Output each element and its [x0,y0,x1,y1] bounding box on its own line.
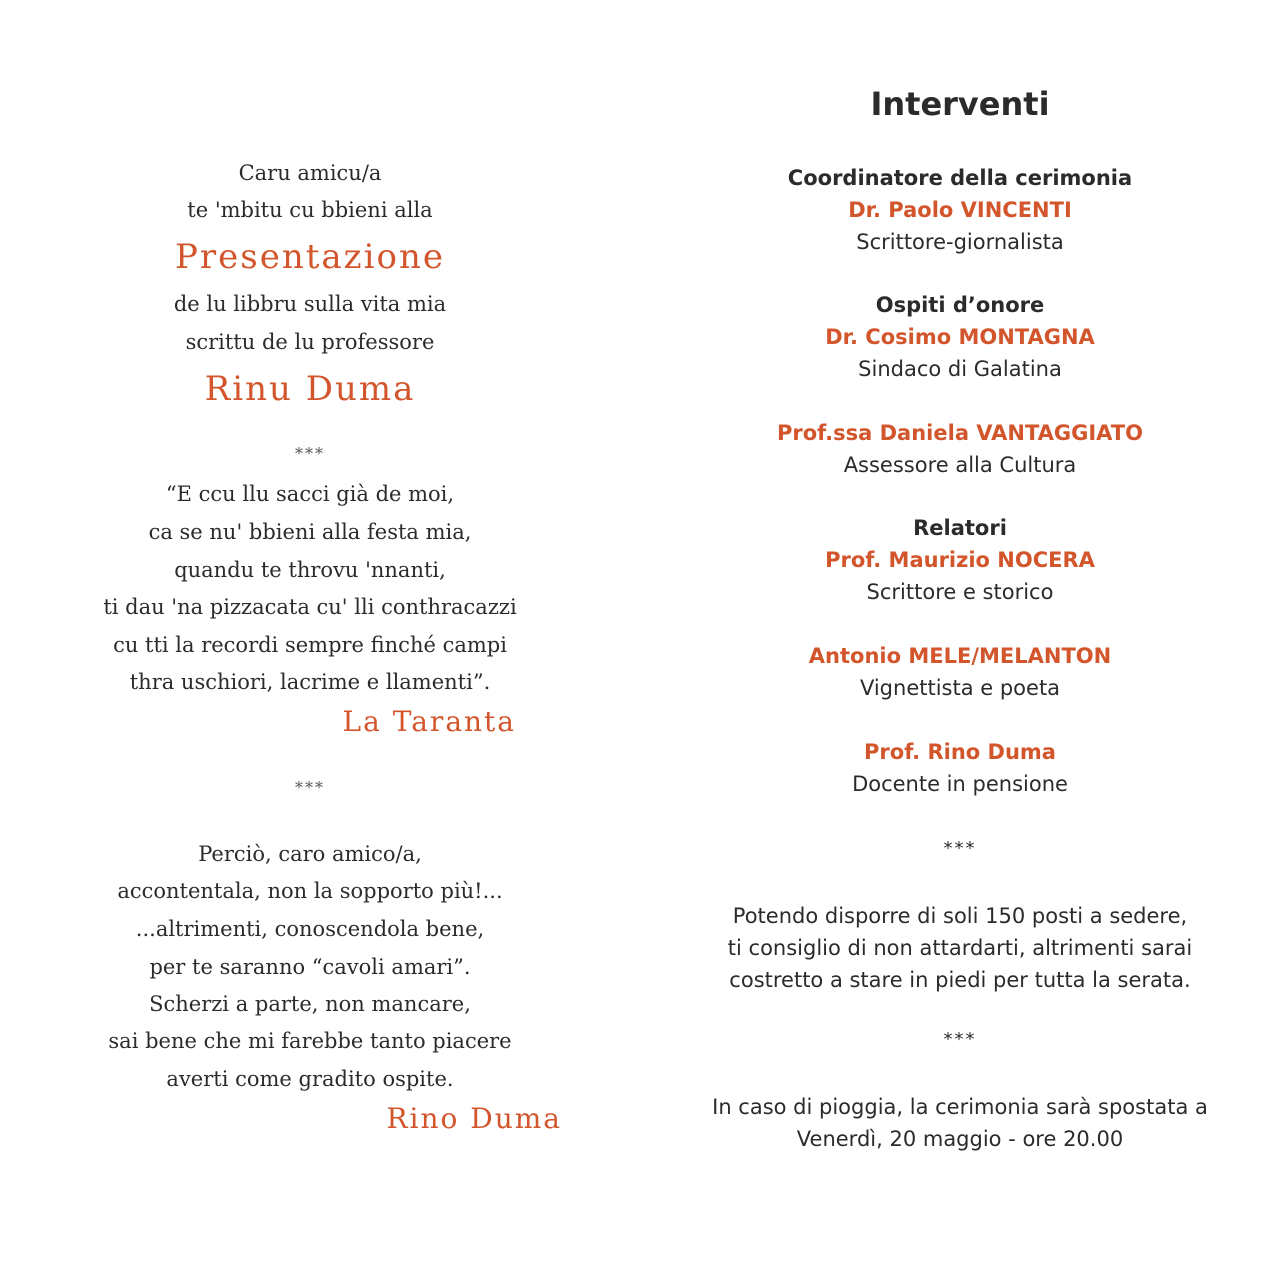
quote-line: ti dau 'na pizzacata cu' lli conthracazzi [103,595,517,619]
rain-note-line: In caso di pioggia, la cerimonia sarà spostata a [712,1095,1208,1119]
role-heading: Ospiti d’onore [875,293,1045,317]
person-desc: Assessore alla Cultura [843,453,1077,477]
rain-note-line: Venerdì, 20 maggio - ore 20.00 [796,1127,1124,1151]
quote-line: “E ccu llu sacci già de moi, [165,482,455,506]
greeting-line: te 'mbitu cu bbieni alla [187,198,433,222]
greeting-line: Caru amicu/a [238,161,382,185]
seating-note-line: costretto a stare in piedi per tutta la serata. [729,968,1191,992]
closing-line: accontentala, non la sopporto più!... [117,879,503,903]
separator: *** [943,838,977,859]
closing-line: ...altrimenti, conoscendola bene, [135,917,485,941]
separator: *** [295,444,325,463]
person-name: Prof. Maurizio NOCERA [825,548,1095,572]
intro-line: scrittu de lu professore [185,330,435,354]
quote-line: ca se nu' bbieni alla festa mia, [148,520,472,544]
seating-note-line: ti consiglio di non attardarti, altrimenti sarai [727,936,1193,960]
separator: *** [943,1029,977,1050]
quote-line: cu tti la recordi sempre finché campi [113,633,507,657]
speakers-program [700,0,1220,1270]
person-desc: Scrittore e storico [866,580,1054,604]
person-name: Dr. Paolo VINCENTI [848,198,1072,222]
person-name: Dr. Cosimo MONTAGNA [825,325,1095,349]
headline: Presentazione [175,237,445,277]
signature: Rino Duma [386,1102,562,1135]
role-heading: Coordinatore della cerimonia [787,166,1133,190]
closing-line: sai bene che mi farebbe tanto piacere [108,1029,512,1053]
person-desc: Docente in pensione [852,772,1068,796]
invitation-letter [60,0,560,1270]
separator: *** [295,778,325,797]
person-desc: Scrittore-giornalista [856,230,1064,254]
person-name: Antonio MELE/MELANTON [808,644,1112,668]
person-name: Prof. Rino Duma [864,740,1056,764]
closing-line: averti come gradito ospite. [166,1067,454,1091]
closing-line: Perciò, caro amico/a, [198,842,422,866]
closing-line: per te saranno “cavoli amari”. [149,955,471,979]
closing-line: Scherzi a parte, non mancare, [149,992,471,1016]
person-desc: Sindaco di Galatina [858,357,1062,381]
person-name: Prof.ssa Daniela VANTAGGIATO [777,421,1143,445]
section-title: Interventi [870,85,1050,123]
quote-line: thra uschiori, lacrime e llamenti”. [129,670,491,694]
intro-line: de lu libbru sulla vita mia [173,292,447,316]
author-name: Rinu Duma [204,369,416,409]
quote-line: quandu te throvu 'nnanti, [174,558,446,582]
role-heading: Relatori [913,516,1007,540]
person-desc: Vignettista e poeta [859,676,1061,700]
seating-note-line: Potendo disporre di soli 150 posti a sedere, [732,904,1188,928]
quote-signature: La Taranta [342,705,516,738]
